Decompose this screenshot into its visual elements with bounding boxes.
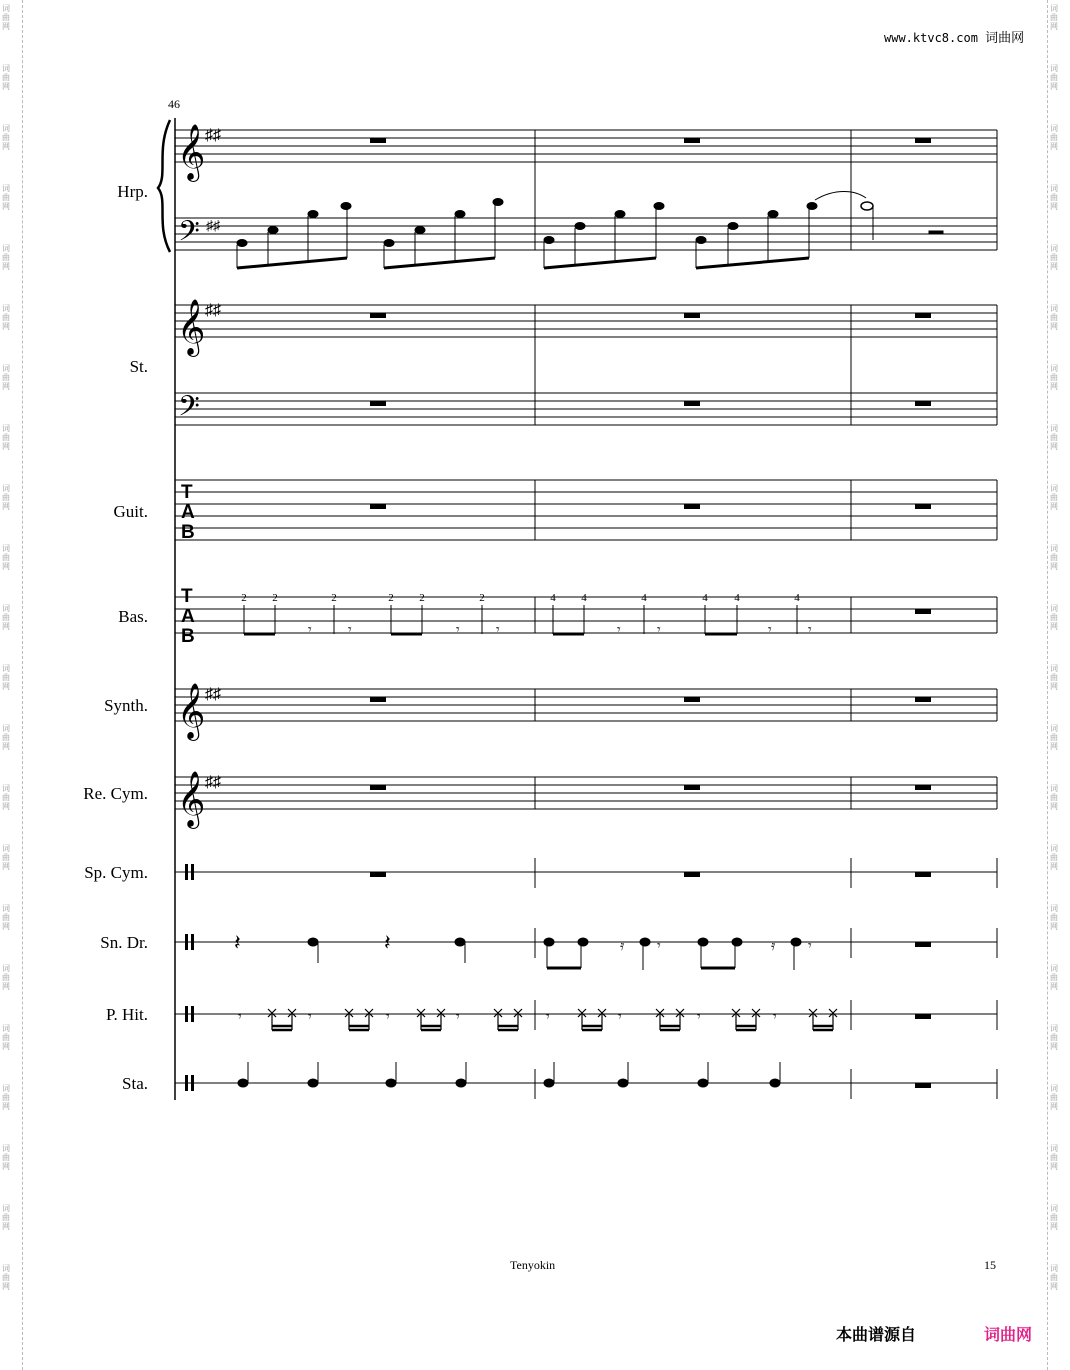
watermark-glyph: 词 曲 网 — [1050, 544, 1058, 571]
harp-bass-staff — [175, 218, 997, 250]
percussion-lines — [175, 858, 997, 1099]
site-url[interactable]: www.ktvc8.com — [884, 31, 978, 45]
strings-staves — [175, 305, 997, 425]
svg-text:𝄾: 𝄾 — [496, 623, 500, 638]
svg-text:𝄾: 𝄾 — [773, 1010, 777, 1025]
treble-clef-icon: 𝄞 — [177, 685, 206, 738]
watermark-glyph: 词 曲 网 — [1050, 844, 1058, 871]
synth-staff — [175, 689, 997, 721]
key-signature-sharps: ♯♯ — [205, 127, 221, 144]
watermark-glyph: 词 曲 网 — [2, 1264, 10, 1291]
svg-text:𝄾: 𝄾 — [348, 623, 352, 638]
whole-rest — [684, 138, 700, 143]
watermark-glyph: 词 曲 网 — [2, 964, 10, 991]
watermark-glyph: 词 曲 网 — [2, 4, 10, 31]
page-number: 15 — [984, 1258, 996, 1272]
tab-fret-number: 4 — [794, 592, 800, 604]
watermark-glyph: 词 曲 网 — [1050, 604, 1058, 631]
tab-clef-icon: T A B — [181, 586, 195, 647]
watermark-glyph: 词 曲 网 — [1050, 784, 1058, 811]
bass-tab-rests — [308, 623, 812, 638]
guitar-tab-staff — [175, 480, 997, 540]
watermark-glyph: 词 曲 网 — [1050, 4, 1058, 31]
instrument-label-percussion-hit: P. Hit. — [105, 1005, 148, 1024]
svg-text:𝄾: 𝄾 — [456, 1010, 460, 1025]
tab-fret-number: 2 — [331, 592, 337, 604]
watermark-glyph: 词 曲 网 — [1050, 1084, 1058, 1111]
source-site-link[interactable]: 词曲网 — [984, 1325, 1033, 1344]
watermark-glyph: 词 曲 网 — [2, 124, 10, 151]
svg-text:𝄾: 𝄾 — [546, 1010, 550, 1025]
svg-text:𝄾: 𝄾 — [238, 1010, 242, 1025]
tab-fret-number: 2 — [479, 592, 485, 604]
harp-arpeggio-notes — [237, 192, 943, 269]
watermark-glyph: 词 曲 网 — [2, 544, 10, 571]
watermark-glyph: 词 曲 网 — [2, 364, 10, 391]
watermark-glyph: 词 曲 网 — [2, 484, 10, 511]
watermark-glyph: 词 曲 网 — [1050, 1144, 1058, 1171]
tab-fret-number: 4 — [581, 592, 587, 604]
tab-fret-number: 4 — [641, 592, 647, 604]
instrument-label-strings: St. — [129, 357, 148, 376]
whole-rest — [915, 138, 931, 143]
svg-text:𝄽: 𝄽 — [384, 930, 391, 955]
tab-fret-number: 2 — [241, 592, 247, 604]
watermark-glyph: 词 曲 网 — [2, 784, 10, 811]
watermark-glyph: 词 曲 网 — [1050, 364, 1058, 391]
watermark-glyph: 词 曲 网 — [2, 844, 10, 871]
key-signature-sharps: ♯♯ — [205, 774, 221, 791]
watermark-glyph: 词 曲 网 — [1050, 664, 1058, 691]
measure-number: 46 — [168, 97, 180, 111]
watermark-glyph: 词 曲 网 — [1050, 1024, 1058, 1051]
instrument-label-splash-cymbal: Sp. Cym. — [84, 863, 148, 882]
bass-clef-icon: 𝄢 — [178, 392, 200, 429]
svg-text:𝄾: 𝄾 — [386, 1010, 390, 1025]
watermark-glyph: 词 曲 网 — [1050, 424, 1058, 451]
instrument-label-guitar: Guit. — [113, 502, 148, 521]
system-lines — [158, 118, 175, 1100]
instrument-label-reverse-cymbal: Re. Cym. — [83, 784, 148, 803]
svg-text:𝄽: 𝄽 — [234, 930, 241, 955]
watermark-glyph: 词 曲 网 — [1050, 1204, 1058, 1231]
watermark-glyph: 词 曲 网 — [1050, 904, 1058, 931]
watermark-glyph: 词 曲 网 — [1050, 244, 1058, 271]
svg-text:𝄿: 𝄿 — [771, 939, 776, 954]
instrument-label-harp: Hrp. — [117, 182, 148, 201]
watermark-glyph: 词 曲 网 — [1050, 304, 1058, 331]
svg-text:𝄾: 𝄾 — [808, 939, 812, 954]
watermark-glyph: 词 曲 网 — [2, 904, 10, 931]
svg-text:𝄾: 𝄾 — [808, 623, 812, 638]
bass-clef-icon: 𝄢 — [178, 217, 200, 254]
watermark-glyph: 词 曲 网 — [1050, 124, 1058, 151]
key-signature-sharps: ♯♯ — [206, 219, 220, 234]
watermark-glyph: 词 曲 网 — [1050, 964, 1058, 991]
treble-clef-icon: 𝄞 — [177, 301, 206, 354]
treble-clef-icon: 𝄞 — [177, 773, 206, 826]
svg-text:𝄾: 𝄾 — [308, 1010, 312, 1025]
instrument-label-stamp: Sta. — [122, 1074, 148, 1093]
source-label: 本曲谱源自 — [836, 1325, 917, 1344]
svg-text:𝄾: 𝄾 — [617, 623, 621, 638]
watermark-glyph: 词 曲 网 — [2, 1024, 10, 1051]
watermark-glyph: 词 曲 网 — [1050, 64, 1058, 91]
tab-fret-number: 4 — [550, 592, 556, 604]
watermark-glyph: 词 曲 网 — [1050, 484, 1058, 511]
svg-text:𝄾: 𝄾 — [697, 1010, 701, 1025]
tab-fret-number: 2 — [419, 592, 425, 604]
tab-clef-icon: T A B — [181, 482, 195, 543]
treble-clef-icon: 𝄞 — [177, 126, 206, 179]
site-name[interactable]: 词曲网 — [985, 31, 1025, 46]
svg-text:𝄾: 𝄾 — [657, 623, 661, 638]
watermark-glyph: 词 曲 网 — [2, 1204, 10, 1231]
tab-fret-number: 4 — [734, 592, 740, 604]
harp-treble-staff — [175, 130, 997, 250]
svg-text:𝄾: 𝄾 — [657, 939, 661, 954]
tab-fret-number: 4 — [702, 592, 708, 604]
whole-rest — [370, 138, 386, 143]
watermark-glyph: 词 曲 网 — [2, 304, 10, 331]
instrument-label-synth: Synth. — [104, 696, 148, 715]
percussion-clef-icons — [185, 864, 194, 1091]
reverse-cymbal-staff — [175, 777, 997, 809]
svg-text:𝄾: 𝄾 — [768, 623, 772, 638]
instrument-label-bass: Bas. — [118, 607, 148, 626]
watermark-glyph: 词 曲 网 — [2, 1084, 10, 1111]
svg-text:𝄾: 𝄾 — [308, 623, 312, 638]
watermark-glyph: 词 曲 网 — [2, 1144, 10, 1171]
watermark-glyph: 词 曲 网 — [2, 604, 10, 631]
harp-brace — [158, 120, 170, 252]
tab-fret-number: 2 — [272, 592, 278, 604]
arranger-credit: Tenyokin — [510, 1258, 556, 1272]
watermark-glyph: 词 曲 网 — [2, 424, 10, 451]
watermark-glyph: 词 曲 网 — [1050, 1264, 1058, 1291]
watermark-glyph: 词 曲 网 — [2, 244, 10, 271]
instrument-label-snare-drum: Sn. Dr. — [100, 933, 148, 952]
watermark-glyph: 词 曲 网 — [2, 724, 10, 751]
svg-text:𝄾: 𝄾 — [618, 1010, 622, 1025]
watermark-glyph: 词 曲 网 — [1050, 724, 1058, 751]
key-signature-sharps: ♯♯ — [205, 302, 221, 319]
key-signature-sharps: ♯♯ — [205, 686, 221, 703]
svg-text:𝄿: 𝄿 — [620, 939, 625, 954]
watermark-glyph: 词 曲 网 — [2, 664, 10, 691]
svg-text:𝄾: 𝄾 — [456, 623, 460, 638]
watermark-glyph: 词 曲 网 — [2, 184, 10, 211]
watermark-glyph: 词 曲 网 — [2, 64, 10, 91]
watermark-glyph: 词 曲 网 — [1050, 184, 1058, 211]
percussion-hit-notes — [238, 1009, 837, 1030]
snare-drum-notes — [234, 930, 812, 970]
tab-fret-number: 2 — [388, 592, 394, 604]
